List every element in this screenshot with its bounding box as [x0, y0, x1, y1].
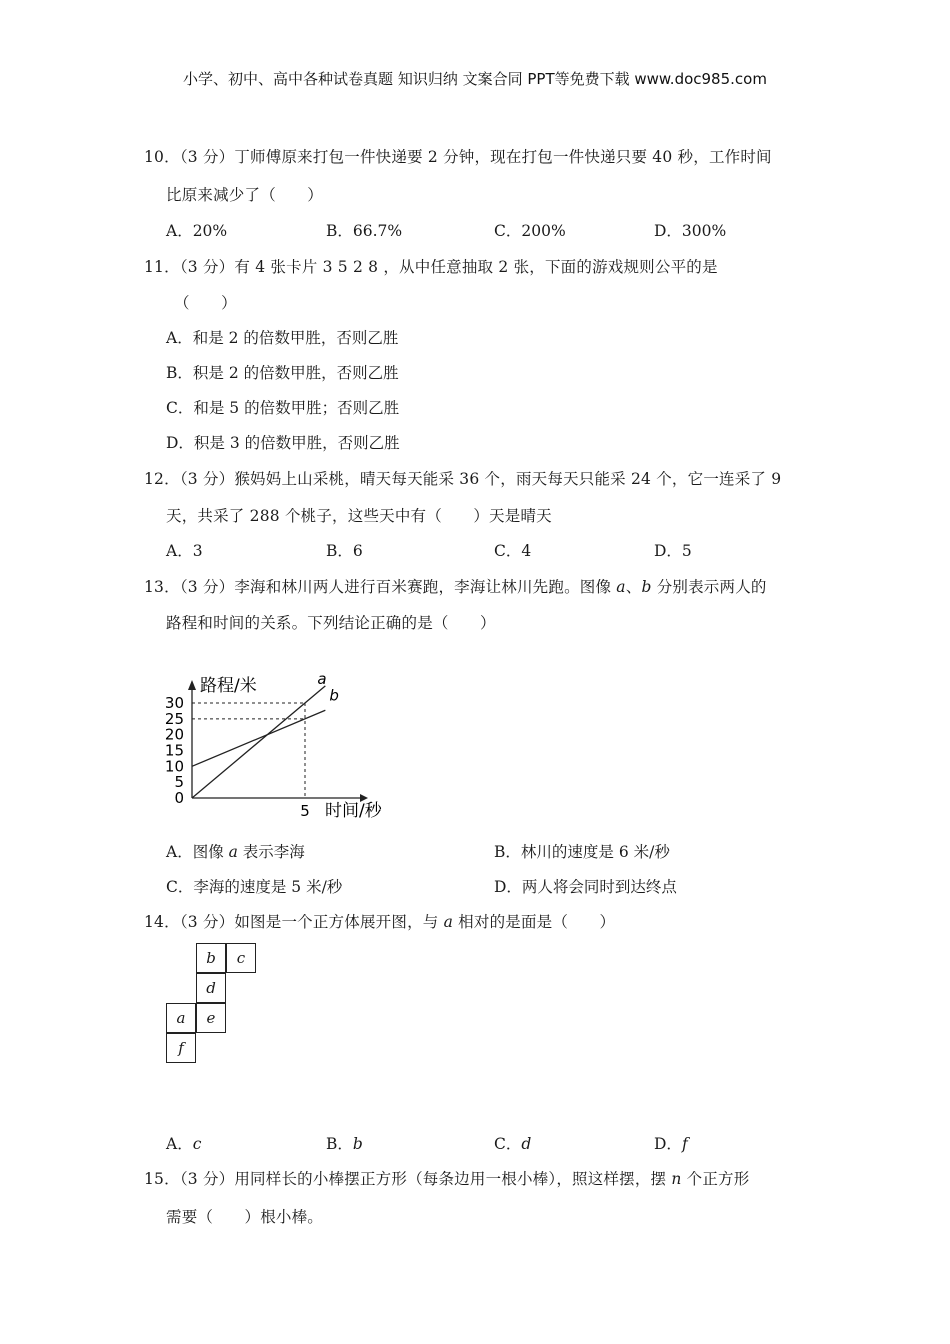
q14-option-c: C．d [494, 1135, 532, 1153]
chart-x-ticks [300, 802, 310, 820]
q10-line1: 10．（3 分）丁师傅原来打包一件快递要 2 分钟，现在打包一件快递只要 40 秒，工作时间 [144, 148, 772, 166]
chart-axes [188, 680, 368, 802]
q12-option-b: B．6 [326, 542, 363, 560]
series-label-a: a [317, 669, 327, 688]
net-face-e: e [196, 1003, 226, 1033]
distance-time-chart [150, 665, 410, 830]
q14-option-d: D．f [654, 1135, 688, 1153]
y-axis-arrow [188, 680, 196, 690]
y-tick-label-10: 10 [164, 757, 184, 776]
q12-option-a: A．3 [166, 542, 203, 560]
q10-option-a: A．20% [166, 222, 228, 240]
x-axis-label: 时间/秒 [325, 801, 382, 821]
q12-line2: 天，共采了 288 个桃子，这些天中有（ ）天是晴天 [166, 507, 552, 525]
q11-line1: 11．（3 分）有 4 张卡片 3 5 2 8 ，从中任意抽取 2 张，下面的游戏规则公平的是 [144, 258, 718, 276]
y-tick-label-15: 15 [164, 741, 184, 760]
q13-option-a: A．图像 a 表示李海 [166, 843, 305, 861]
chart-y-ticks [165, 694, 184, 807]
y-tick-label-0: 0 [174, 789, 184, 807]
q12-line1: 12．（3 分）猴妈妈上山采桃，晴天每天能采 36 个，雨天每天只能采 24 个，它一连采了 9 [144, 470, 782, 488]
q10-line2: 比原来减少了（ ） [166, 186, 324, 204]
q11-line2: （ ） [174, 294, 237, 312]
y-tick-label-5: 5 [174, 773, 184, 792]
y-tick-label-20: 20 [164, 725, 184, 744]
net-face-d: d [196, 973, 226, 1003]
q12-option-d: D．5 [654, 542, 692, 560]
q10-option-b: B．66.7% [326, 222, 403, 240]
series-label-b: b [329, 686, 339, 705]
net-face-b: b [196, 943, 226, 973]
q13-line2: 路程和时间的关系。下列结论正确的是（ ） [166, 614, 496, 632]
x-tick-label-5: 5 [300, 802, 310, 820]
net-face-f: f [166, 1033, 196, 1063]
q10-option-c: C．200% [494, 222, 566, 240]
q15-line1: 15．（3 分）用同样长的小棒摆正方形（每条边用一根小棒），照这样摆，摆 n 个正方形 [144, 1170, 750, 1188]
q12-option-c: C．4 [494, 542, 532, 560]
q14-line1: 14．（3 分）如图是一个正方体展开图，与 a 相对的是面是（ ） [144, 913, 616, 931]
net-face-c: c [226, 943, 256, 973]
page-header: 小学、初中、高中各种试卷真题 知识归纳 文案合同 PPT等免费下载 www.doc985.com [183, 70, 767, 88]
net-face-a: a [166, 1003, 196, 1033]
q13-option-c: C．李海的速度是 5 米/秒 [166, 878, 343, 896]
q11-option-a: A．和是 2 的倍数甲胜，否则乙胜 [166, 329, 399, 347]
q14-option-b: B．b [326, 1135, 363, 1153]
q11-option-d: D．积是 3 的倍数甲胜，否则乙胜 [166, 434, 400, 452]
y-axis-label: 路程/米 [200, 676, 257, 696]
q10-option-d: D．300% [654, 222, 727, 240]
q13-option-d: D．两人将会同时到达终点 [494, 878, 677, 896]
q15-line2: 需要（ ）根小棒。 [166, 1208, 324, 1226]
q11-option-b: B．积是 2 的倍数甲胜，否则乙胜 [166, 364, 399, 382]
q13-option-b: B．林川的速度是 6 米/秒 [494, 843, 670, 861]
q13-line1: 13．（3 分）李海和林川两人进行百米赛跑，李海让林川先跑。图像 a、b 分别表示两人的 [144, 578, 767, 596]
q14-option-a: A．c [166, 1135, 202, 1153]
y-tick-label-30: 30 [164, 694, 184, 712]
q11-option-c: C．和是 5 的倍数甲胜；否则乙胜 [166, 399, 400, 417]
y-tick-label-25: 25 [164, 709, 184, 728]
